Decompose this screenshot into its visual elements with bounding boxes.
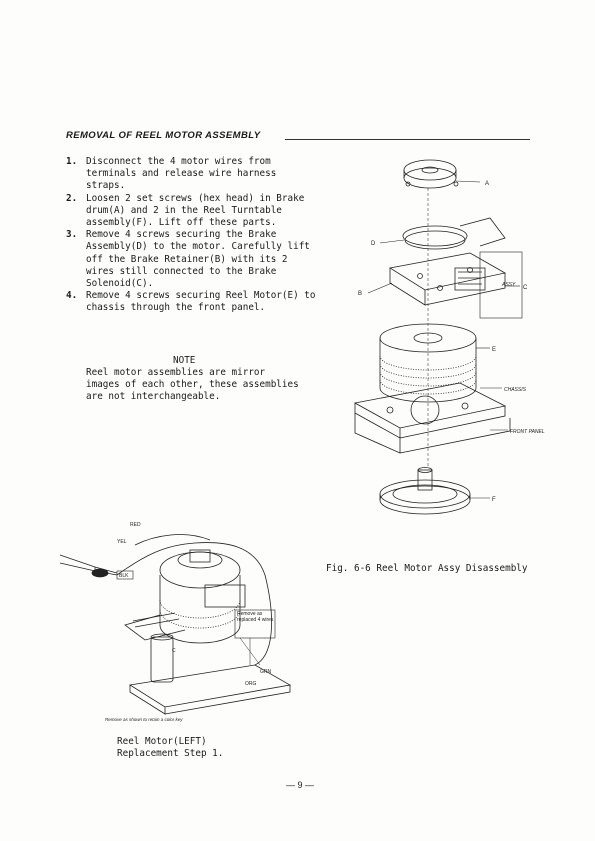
- motor-assembly-part: [125, 550, 245, 643]
- step-text: Disconnect the 4 motor wires from terminals and release wire harness straps.: [86, 156, 277, 192]
- small-note: Remove as shown to retain a color key: [105, 717, 183, 722]
- label-front-panel: FRONT PANEL: [510, 429, 545, 435]
- step-item: 3. Remove 4 screws securing the Brake Assembly(D) to the motor. Carefully lift off the Brake Retainer(B) with its 2 wires still connected to the Brake Solenoid(C).: [66, 229, 310, 290]
- section-heading: REMOVAL OF REEL MOTOR ASSEMBLY: [66, 130, 261, 141]
- label-e: E: [492, 347, 497, 353]
- brake-retainer-part: [390, 253, 505, 305]
- label-grn: GRN: [260, 669, 272, 675]
- exploded-view-illustration: [330, 148, 560, 533]
- label-f: F: [492, 497, 496, 503]
- step-text: Remove 4 screws securing the Brake Assembly(D) to the motor. Carefully lift off the Brake Retainer(B) with its 2 wires still connected to the Brake Solenoid(C).: [86, 229, 310, 290]
- brake-assembly-part: [403, 218, 505, 249]
- capacitor-part: [151, 634, 173, 682]
- label-chassis: CHASSIS: [504, 387, 526, 393]
- replacement-illustration: [55, 515, 305, 730]
- step-text: Remove 4 screws securing Reel Motor(E) to chassis through the front panel.: [86, 290, 316, 314]
- label-a: A: [485, 181, 490, 187]
- label-yel: YEL: [117, 539, 127, 545]
- step-item: 4. Remove 4 screws securing Reel Motor(E) to chassis through the front panel.: [66, 290, 316, 314]
- label-assy: ASSY: [502, 282, 516, 288]
- note-title: NOTE: [173, 355, 196, 366]
- figure-caption: Fig. 6-6 Reel Motor Assy Disassembly: [326, 563, 528, 574]
- label-b: B: [358, 291, 363, 297]
- label-c: C: [172, 648, 176, 654]
- brake-drum-part: [404, 160, 458, 188]
- step-item: 2. Loosen 2 set screws (hex head) in Brake drum(A) and 2 in the Reel Turntable assembly(F). Lift off these parts.: [66, 192, 305, 229]
- heading-rule: [285, 139, 530, 140]
- note-body: Reel motor assemblies are mirror images of each other, these assemblies are not interchangeable.: [86, 367, 299, 403]
- chassis-part: [355, 383, 505, 438]
- callout-remove-note: Remove as replaced 4 wires: [237, 611, 274, 623]
- label-org: ORG: [245, 681, 257, 687]
- reel-turntable-part: [380, 468, 470, 515]
- label-c: C: [523, 285, 528, 291]
- label-d: D: [371, 241, 376, 247]
- pliers-icon: [60, 555, 117, 577]
- replacement-caption-line1: Reel Motor(LEFT): [117, 736, 207, 747]
- step-item: 1. Disconnect the 4 motor wires from terminals and release wire harness straps.: [66, 156, 277, 192]
- label-red: RED: [130, 522, 141, 528]
- replacement-caption-line2: Replacement Step 1.: [117, 748, 224, 760]
- procedure-steps: [66, 156, 316, 315]
- label-blk: BLK: [119, 573, 129, 579]
- step-text: Loosen 2 set screws (hex head) in Brake drum(A) and 2 in the Reel Turntable assembly(F). Lift off these parts.: [86, 192, 305, 229]
- front-panel-part: [355, 413, 510, 453]
- replacement-caption: [117, 736, 223, 760]
- page-number: — 9 —: [286, 780, 315, 790]
